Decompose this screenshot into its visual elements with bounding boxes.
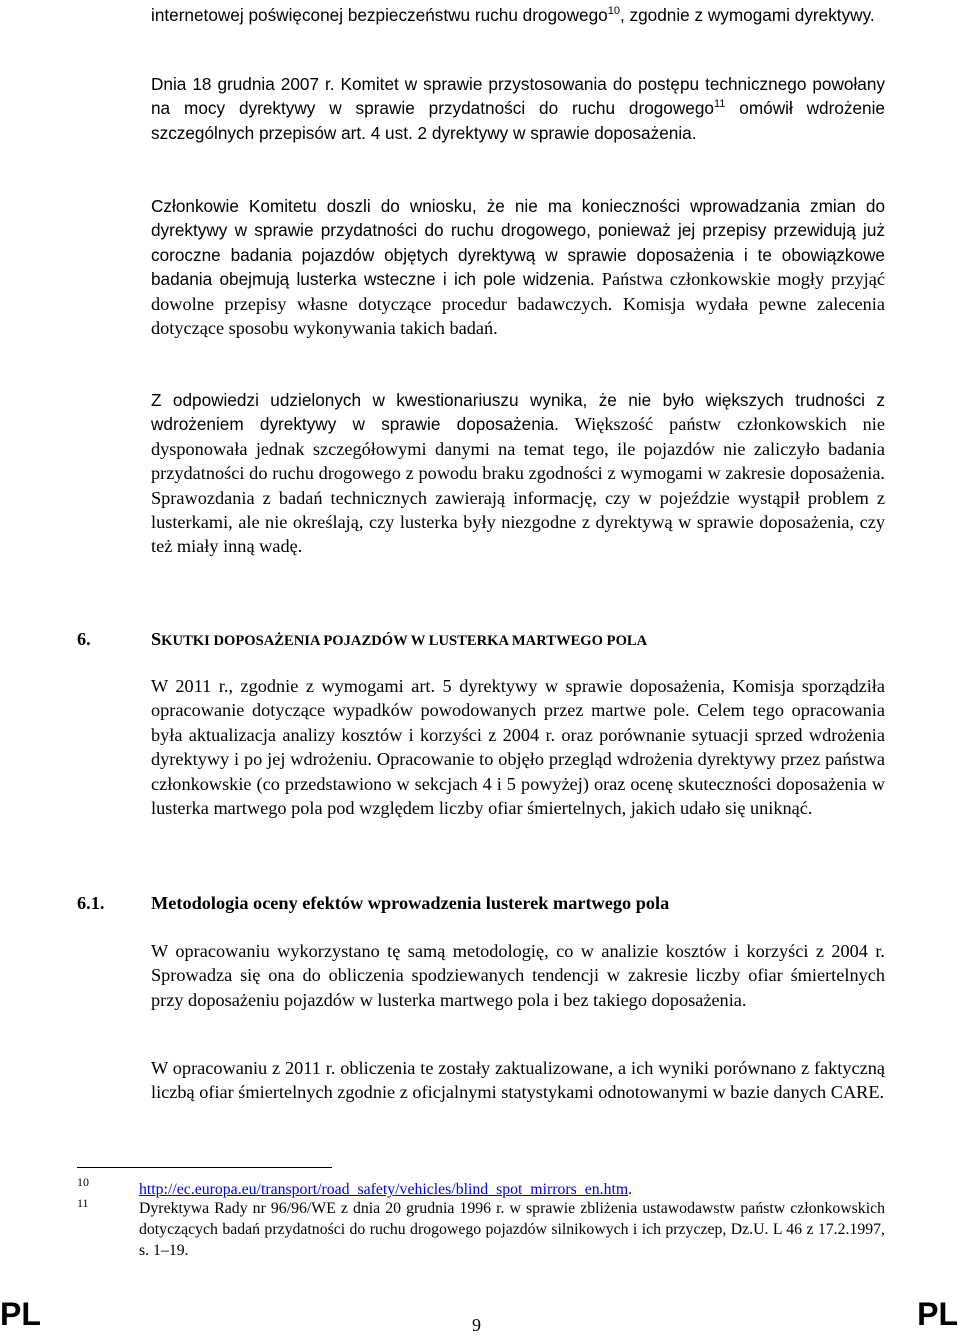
paragraph-1: internetowej poświęconej bezpieczeństwu ruchu drogowego$^{10}$, zgodnie z wymogami dyrektywy.	[151, 5, 875, 25]
footer-language-right: PL	[917, 1296, 958, 1332]
footnote-ref-10[interactable]: 10	[607, 5, 620, 17]
paragraph-3: Członkowie Komitetu doszli do wniosku, że nie ma konieczności wprowadzania zmian do dyrektywy w sprawie przydatności do ruchu drogowego, ponieważ jej przepisy przewidują już coroczne badania pojazdów objętych dyrektywą w sprawie doposażenia i te obowiązkowe badania obejmują lusterka wsteczne i ich pole widzenia. Państwa członkowskie mogły przyjąć dowolne przepisy własne dotyczące procedur badawczych. Komisja wydała pewne zalecenia dotyczące sposobu wykonywania takich badań.	[151, 196, 885, 339]
paragraph-2: Dnia 18 grudnia 2007 r. Komitet w sprawie przystosowania do postępu technicznego powołany na mocy dyrektywy w sprawie przydatności do ruchu drogowego$^{11}$ omówił wdrożenie szczególnych przepisów art. 4 ust. 2 dyrektywy w sprawie doposażenia.	[151, 74, 885, 143]
section-6-number: 6.	[77, 629, 91, 649]
footnote-10-number: 10	[77, 1175, 89, 1189]
footnote-11-number: 11	[77, 1196, 89, 1210]
section-6-title: SKUTKI DOPOSAŻENIA POJAZDÓW W LUSTERKA MARTWEGO POLA	[151, 629, 648, 649]
paragraph-7: W opracowaniu z 2011 r. obliczenia te zostały zaktualizowane, a ich wyniki porównano z faktyczną liczbą ofiar śmiertelnych zgodnie z oficjalnymi statystykami odnotowanymi w bazie danych CARE.	[151, 1058, 885, 1103]
paragraph-6: W opracowaniu wykorzystano tę samą metodologię, co w analizie kosztów i korzyści z 2004 r. Sprowadza się ona do obliczenia spodziewanych tendencji w zakresie liczby ofiar śmiertelnych przy doposażeniu pojazdów w lusterka martwego pola i bez takiego doposażenia.	[151, 941, 885, 1010]
paragraph-5: W 2011 r., zgodnie z wymogami art. 5 dyrektywy w sprawie doposażenia, Komisja sporządziła opracowanie dotyczące wypadków powodowanych przez martwe pole. Celem tego opracowania była aktualizacja analizy kosztów i korzyści z 2004 r. oraz porównanie sytuacji sprzed wdrożenia dyrektywy i po jej wdrożeniu. Opracowanie to objęło przegląd wdrożenia dyrektywy przez państwa członkowskie (co przedstawiono w sekcjach 4 i 5 powyżej) oraz ocenę skuteczności doposażenia w lusterka martwego pola pod względem liczby ofiar śmiertelnych, jakich udało się uniknąć.	[151, 676, 885, 819]
page-number: 9	[472, 1315, 481, 1335]
footnote-10-link[interactable]: http://ec.europa.eu/transport/road_safety/vehicles/blind_spot_mirrors_en.htm	[139, 1181, 629, 1198]
footer-language-left: PL	[0, 1296, 41, 1332]
footnote-10: http://ec.europa.eu/transport/road_safety/vehicles/blind_spot_mirrors_en.htm.	[139, 1181, 633, 1198]
paragraph-4: Z odpowiedzi udzielonych w kwestionariuszu wynika, że nie było większych trudności z wdrożeniem dyrektywy w sprawie doposażenia. Większość państw członkowskich nie dysponowała jednak szczegółowymi danymi na temat tego, ile pojazdów nie zaliczyło badania przydatności do ruchu drogowego z powodu braku zgodności z wymogami w zakresie doposażenia. Sprawozdania z badań technicznych zawierają informację, czy w pojeździe wystąpił problem z lusterkami, ale nie określają, czy lusterka były niezgodne z dyrektywą w sprawie doposażenia, czy też miały inną wadę.	[151, 390, 885, 557]
footnote-ref-11[interactable]: 11	[713, 98, 726, 111]
footnote-divider	[77, 1167, 332, 1168]
section-6-1-number: 6.1.	[77, 893, 105, 913]
section-6-1-title: Metodologia oceny efektów wprowadzenia lusterek martwego pola	[151, 893, 670, 913]
footnote-11: Dyrektywa Rady nr 96/96/WE z dnia 20 grudnia 1996 r. w sprawie zbliżenia ustawodawstw państw członkowskich dotyczących badań przydatności do ruchu drogowego pojazdów silnikowych i ich przyczep, Dz.U. L 46 z 17.2.1997, s. 1–19.	[139, 1200, 885, 1259]
